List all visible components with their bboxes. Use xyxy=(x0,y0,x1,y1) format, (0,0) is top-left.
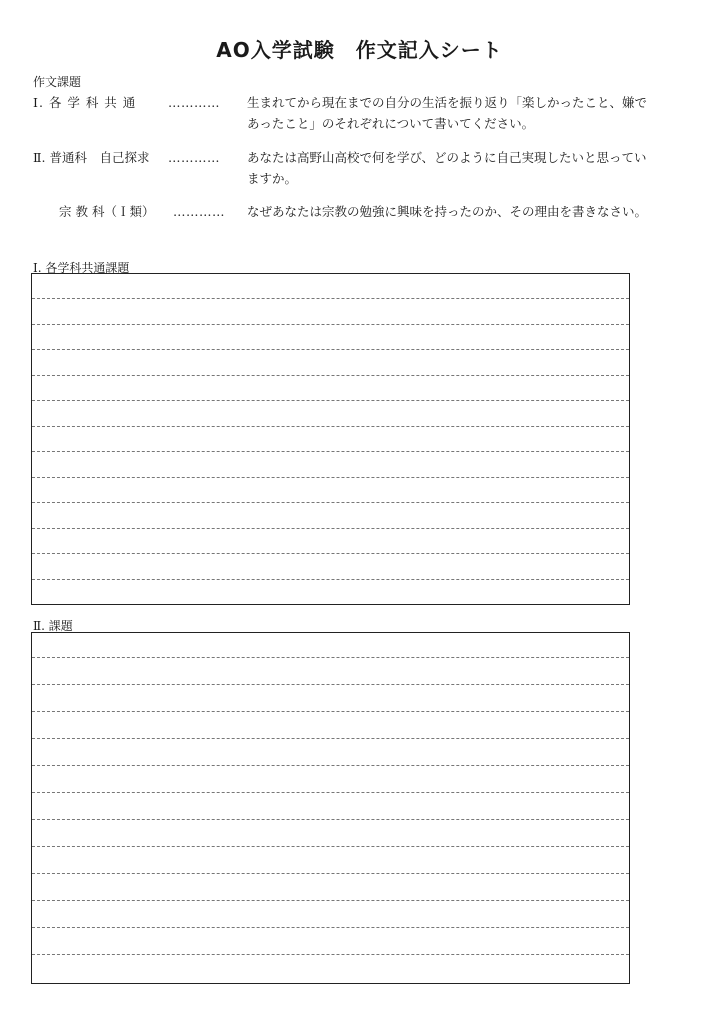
writing-line xyxy=(32,477,629,478)
writing-line xyxy=(32,502,629,503)
topic-common-dots: ………… xyxy=(168,95,220,110)
section1-label: Ⅰ. 各学科共通課題 xyxy=(33,261,130,275)
writing-line xyxy=(32,846,629,847)
topic-religion xyxy=(33,201,673,243)
writing-line xyxy=(32,579,629,580)
writing-line xyxy=(32,954,629,955)
topic-religion-dots: ………… xyxy=(173,204,225,219)
topic-general-text: あなたは高野山高校で何を学び、どのように自己実現したいと思っていますか。 xyxy=(247,150,647,186)
writing-line xyxy=(32,873,629,874)
writing-line xyxy=(32,400,629,401)
writing-line xyxy=(32,426,629,427)
writing-line xyxy=(32,900,629,901)
writing-line xyxy=(32,657,629,658)
writing-line xyxy=(32,765,629,766)
section1-writing-box[interactable] xyxy=(31,273,630,605)
topic-general-label: Ⅱ. 普通科 自己探求 xyxy=(33,150,150,165)
topic-general xyxy=(33,147,673,189)
writing-line xyxy=(32,738,629,739)
topic-general-dots: ………… xyxy=(168,150,220,165)
writing-line xyxy=(32,553,629,554)
writing-line xyxy=(32,819,629,820)
writing-line xyxy=(32,792,629,793)
writing-line xyxy=(32,927,629,928)
topic-religion-label: 宗 教 科（Ｉ類） xyxy=(59,204,155,219)
writing-line xyxy=(32,451,629,452)
writing-line xyxy=(32,528,629,529)
essay-topics-heading: 作文課題 xyxy=(33,75,82,89)
topic-common xyxy=(33,92,673,134)
writing-line xyxy=(32,375,629,376)
writing-line xyxy=(32,349,629,350)
topic-common-text: 生まれてから現在までの自分の生活を振り返り「楽しかったこと、嫌であったこと」のそれぞれについて書いてください。 xyxy=(247,95,648,131)
topic-religion-text: なぜあなたは宗教の勉強に興味を持ったのか、その理由を書きなさい。 xyxy=(247,204,648,219)
section2-writing-box[interactable] xyxy=(31,632,630,984)
writing-line xyxy=(32,684,629,685)
writing-line xyxy=(32,298,629,299)
writing-line xyxy=(32,324,629,325)
section2-label: Ⅱ. 課題 xyxy=(33,619,73,633)
writing-line xyxy=(32,711,629,712)
page-title: AO入学試験 作文記入シート xyxy=(216,38,503,62)
topic-common-label: Ⅰ. 各 学 科 共 通 xyxy=(33,95,137,110)
